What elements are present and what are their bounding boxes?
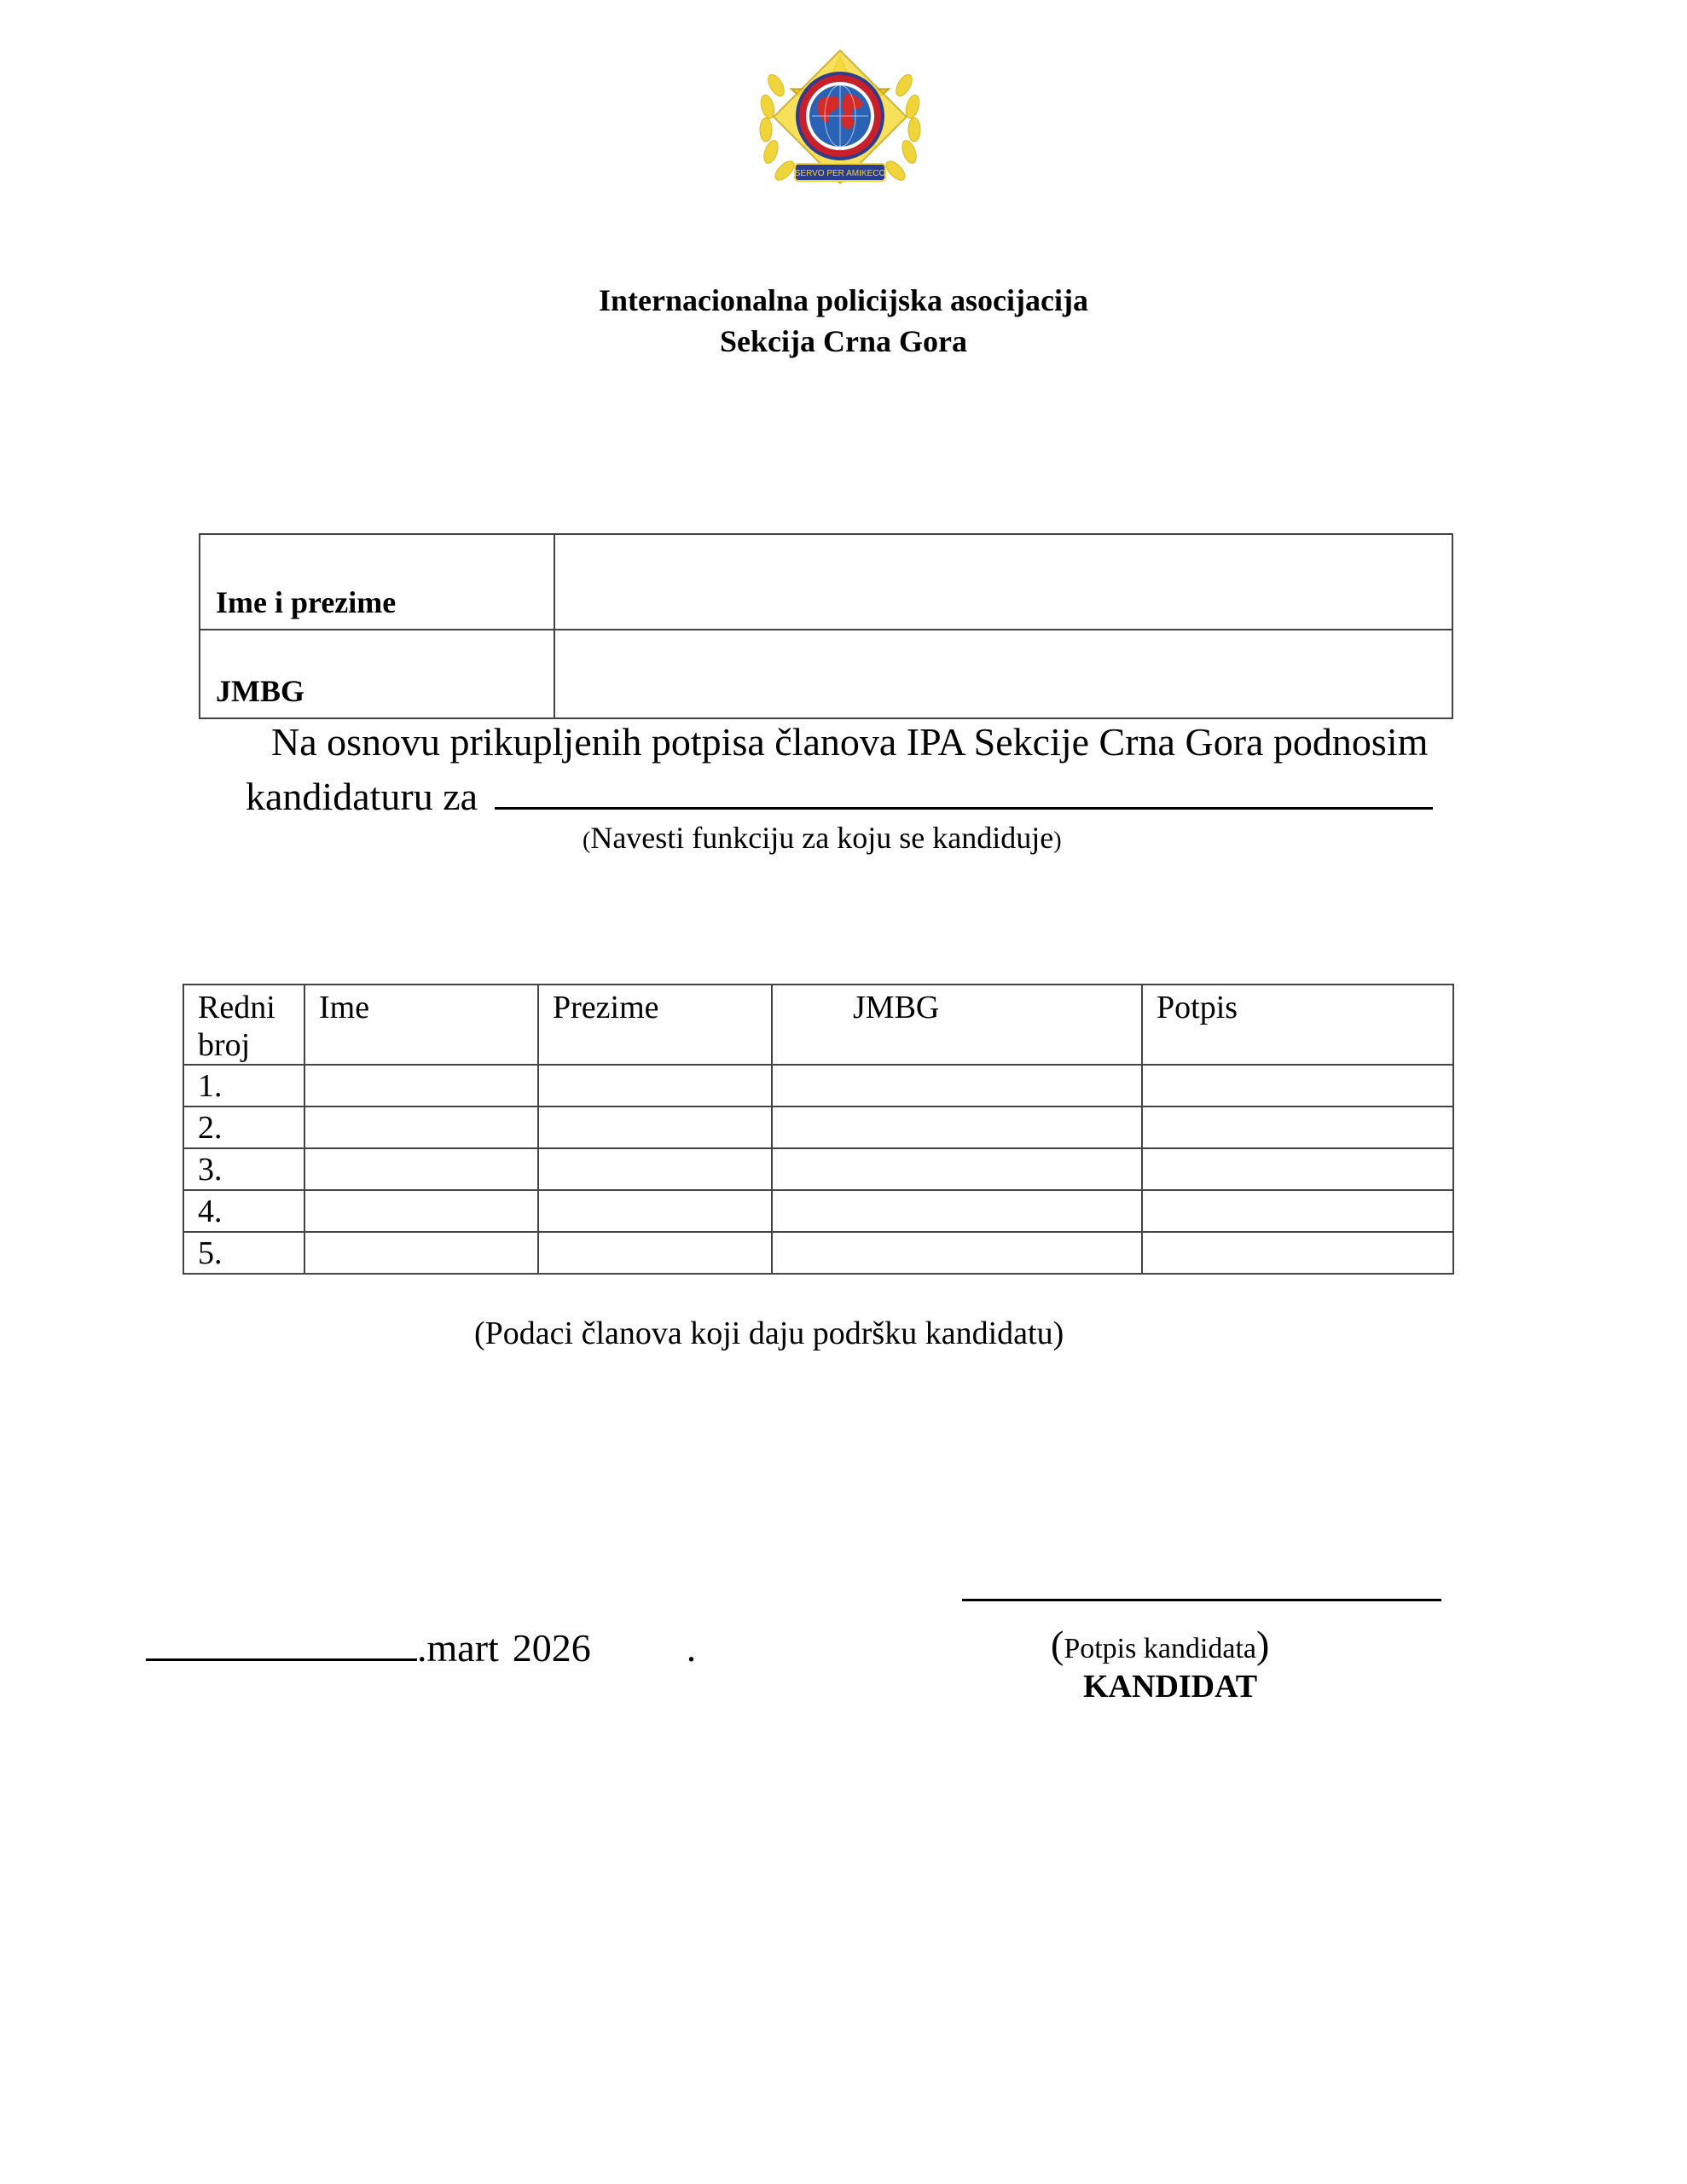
table-row [183, 1232, 1453, 1274]
signature-line[interactable] [962, 1599, 1441, 1601]
table-row [183, 1065, 1453, 1107]
ipa-logo [751, 34, 930, 200]
last-name-cell[interactable] [538, 1065, 772, 1107]
date-line [146, 1621, 696, 1672]
last-name-cell[interactable] [538, 1107, 772, 1148]
candidate-id-row [200, 630, 1452, 718]
id-cell[interactable] [772, 1190, 1142, 1232]
candidacy-line [246, 766, 1433, 821]
id-cell[interactable] [772, 1148, 1142, 1190]
first-name-cell[interactable] [304, 1232, 538, 1274]
signature-cell[interactable] [1142, 1065, 1453, 1107]
id-field[interactable] [554, 630, 1452, 718]
members-table-note: (Podaci članova koji daju podršku kandidatu) [474, 1316, 1064, 1351]
signature-cell[interactable] [1142, 1107, 1453, 1148]
row-number: 1. [183, 1065, 304, 1107]
candidacy-label: kandidaturu za [246, 775, 478, 818]
signature-cell[interactable] [1142, 1190, 1453, 1232]
id-cell[interactable] [772, 1107, 1142, 1148]
day-field[interactable] [146, 1621, 417, 1661]
row-number: 2. [183, 1107, 304, 1148]
first-name-cell[interactable] [304, 1065, 538, 1107]
candidate-table [199, 533, 1453, 719]
table-row [183, 1148, 1453, 1190]
last-name-cell[interactable] [538, 1148, 772, 1190]
id-label: JMBG [200, 630, 554, 718]
function-field[interactable] [495, 766, 1433, 810]
function-hint: (Navesti funkciju za koju se kandiduje) [583, 821, 1062, 855]
first-name-cell[interactable] [304, 1107, 538, 1148]
supporting-members-table [183, 984, 1454, 1275]
date-month: .mart [417, 1626, 499, 1670]
name-label: Ime i prezime [200, 534, 554, 630]
table-row [183, 1190, 1453, 1232]
last-name-cell[interactable] [538, 1232, 772, 1274]
header-signature: Potpis [1142, 985, 1453, 1065]
row-number: 5. [183, 1232, 304, 1274]
id-cell[interactable] [772, 1232, 1142, 1274]
section-title: Sekcija Crna Gora [720, 324, 967, 358]
candidate-role-label: KANDIDAT [1083, 1669, 1258, 1705]
id-cell[interactable] [772, 1065, 1142, 1107]
first-name-cell[interactable] [304, 1148, 538, 1190]
table-header-row [183, 985, 1453, 1065]
statement-line: Na osnovu prikupljenih potpisa članova IPA Sekcije Crna Gora podnosim [271, 720, 1429, 764]
logo-motto: SERVO PER AMIKECO [794, 169, 886, 178]
header-number: Redni broj [183, 985, 304, 1065]
signature-label: (Potpis kandidata) [1051, 1623, 1270, 1666]
row-number: 3. [183, 1148, 304, 1190]
date-year: 2026 [512, 1626, 591, 1670]
row-number: 4. [183, 1190, 304, 1232]
first-name-cell[interactable] [304, 1190, 538, 1232]
header-last-name: Prezime [538, 985, 772, 1065]
last-name-cell[interactable] [538, 1190, 772, 1232]
date-dot: . [686, 1626, 697, 1670]
header-first-name: Ime [304, 985, 538, 1065]
name-field[interactable] [554, 534, 1452, 630]
header-id: JMBG [772, 985, 1142, 1065]
table-row [183, 1107, 1453, 1148]
signature-cell[interactable] [1142, 1148, 1453, 1190]
organization-title: Internacionalna policijska asocijacija [599, 283, 1088, 317]
candidate-name-row [200, 534, 1452, 630]
signature-cell[interactable] [1142, 1232, 1453, 1274]
